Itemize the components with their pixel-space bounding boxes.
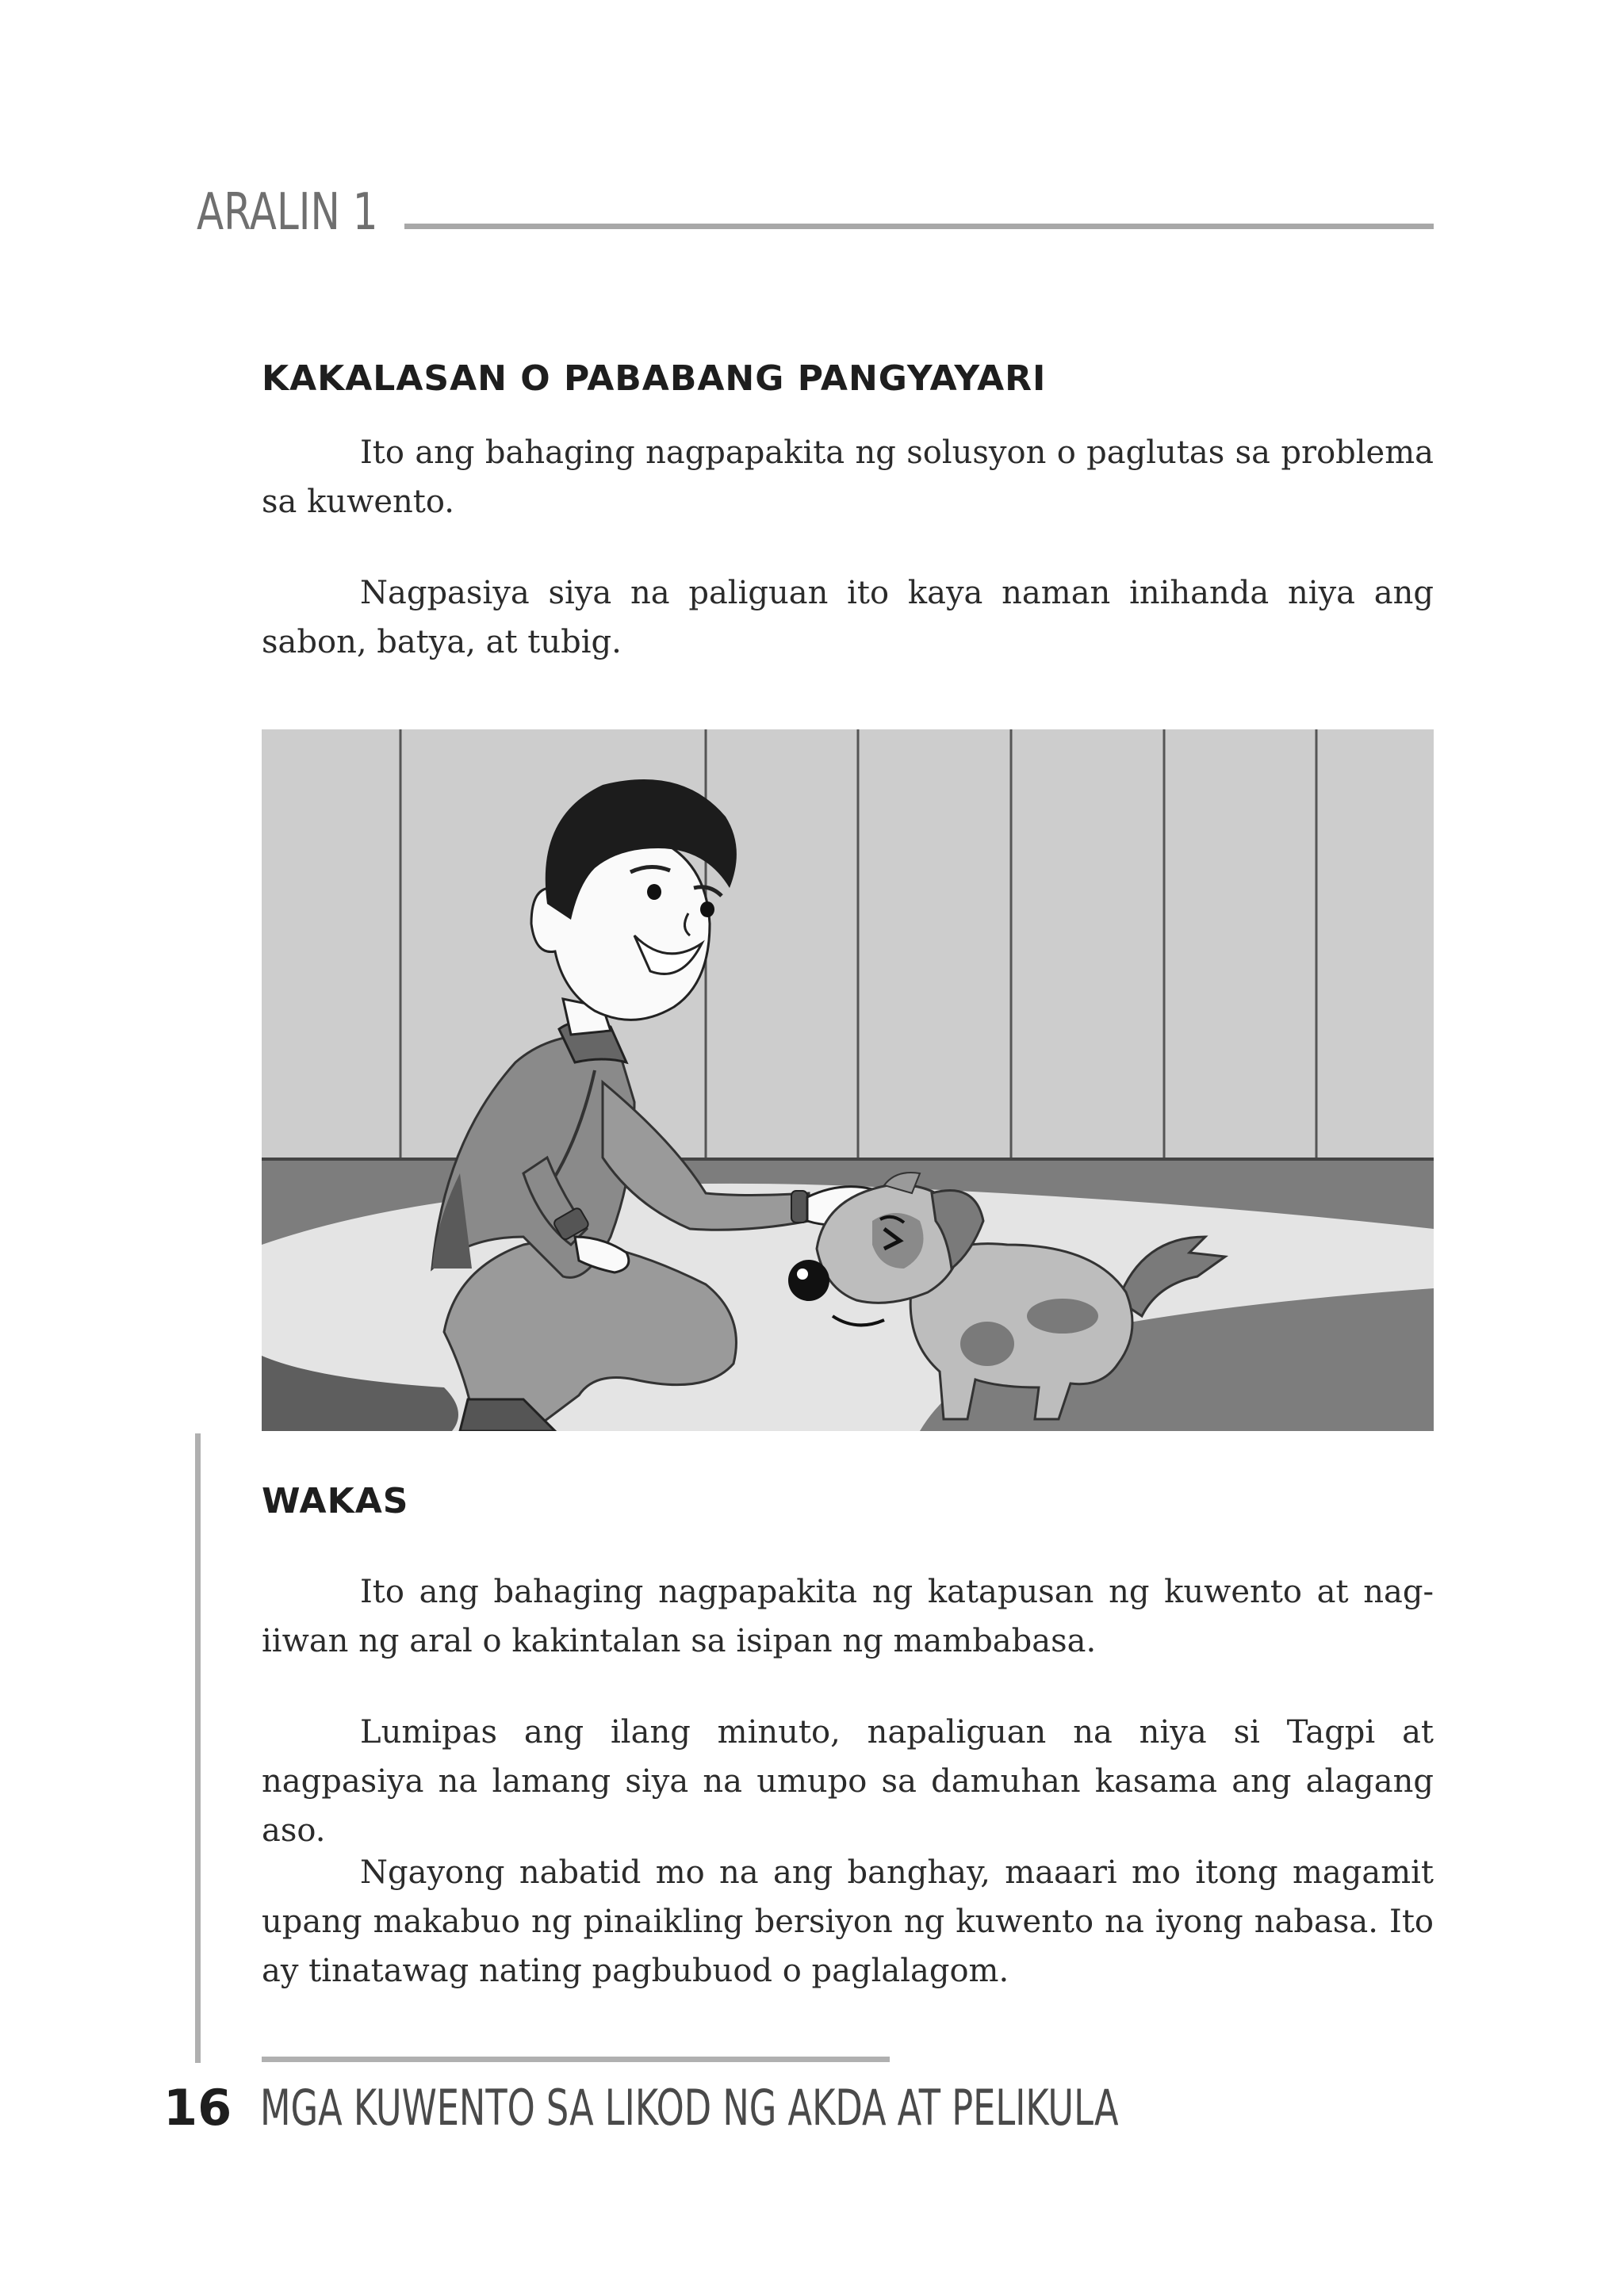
lesson-label: ARALIN 1 xyxy=(197,183,378,242)
book-title: MGA KUWENTO SA LIKOD NG AKDA AT PELIKULA xyxy=(260,2079,1119,2137)
section-heading-wakas: WAKAS xyxy=(262,1481,409,1521)
paragraph-kakalasan-example: Nagpasiya siya na paliguan ito kaya naman inihanda niya ang sabon, batya, at tubig. xyxy=(262,575,1434,660)
header-rule xyxy=(404,224,1434,229)
paragraph-wakas-example: Lumipas ang ilang minuto, napaliguan na niya si Tagpi at nagpasiya na lamang siya na umupo sa damuhan kasama ang alagang aso. xyxy=(262,1714,1434,1849)
section-heading-kakalasan: KAKALASAN O PABABANG PANGYAYARI xyxy=(262,358,1047,399)
paragraph-kakalasan-definition: Ito ang bahaging nagpapakita ng solusyon o paglutas sa problema sa kuwento. xyxy=(262,434,1434,520)
boy-petting-dog-illustration xyxy=(262,729,1434,1431)
sidebar-accent-rule xyxy=(195,1433,201,2063)
paragraph-wakas-definition: Ito ang bahaging nagpapakita ng katapusan ng kuwento at nag-iiwan ng aral o kakintalan sa isipan ng mambabasa. xyxy=(262,1574,1434,1659)
footer-rule xyxy=(262,2057,890,2062)
paragraph-summary-note: Ngayong nabatid mo na ang banghay, maaari mo itong magamit upang makabuo ng pinaikling bersiyon ng kuwento na iyong nabasa. Ito ay tinatawag nating pagbubuod o paglalagom. xyxy=(262,1854,1434,1989)
page-number: 16 xyxy=(163,2079,232,2137)
